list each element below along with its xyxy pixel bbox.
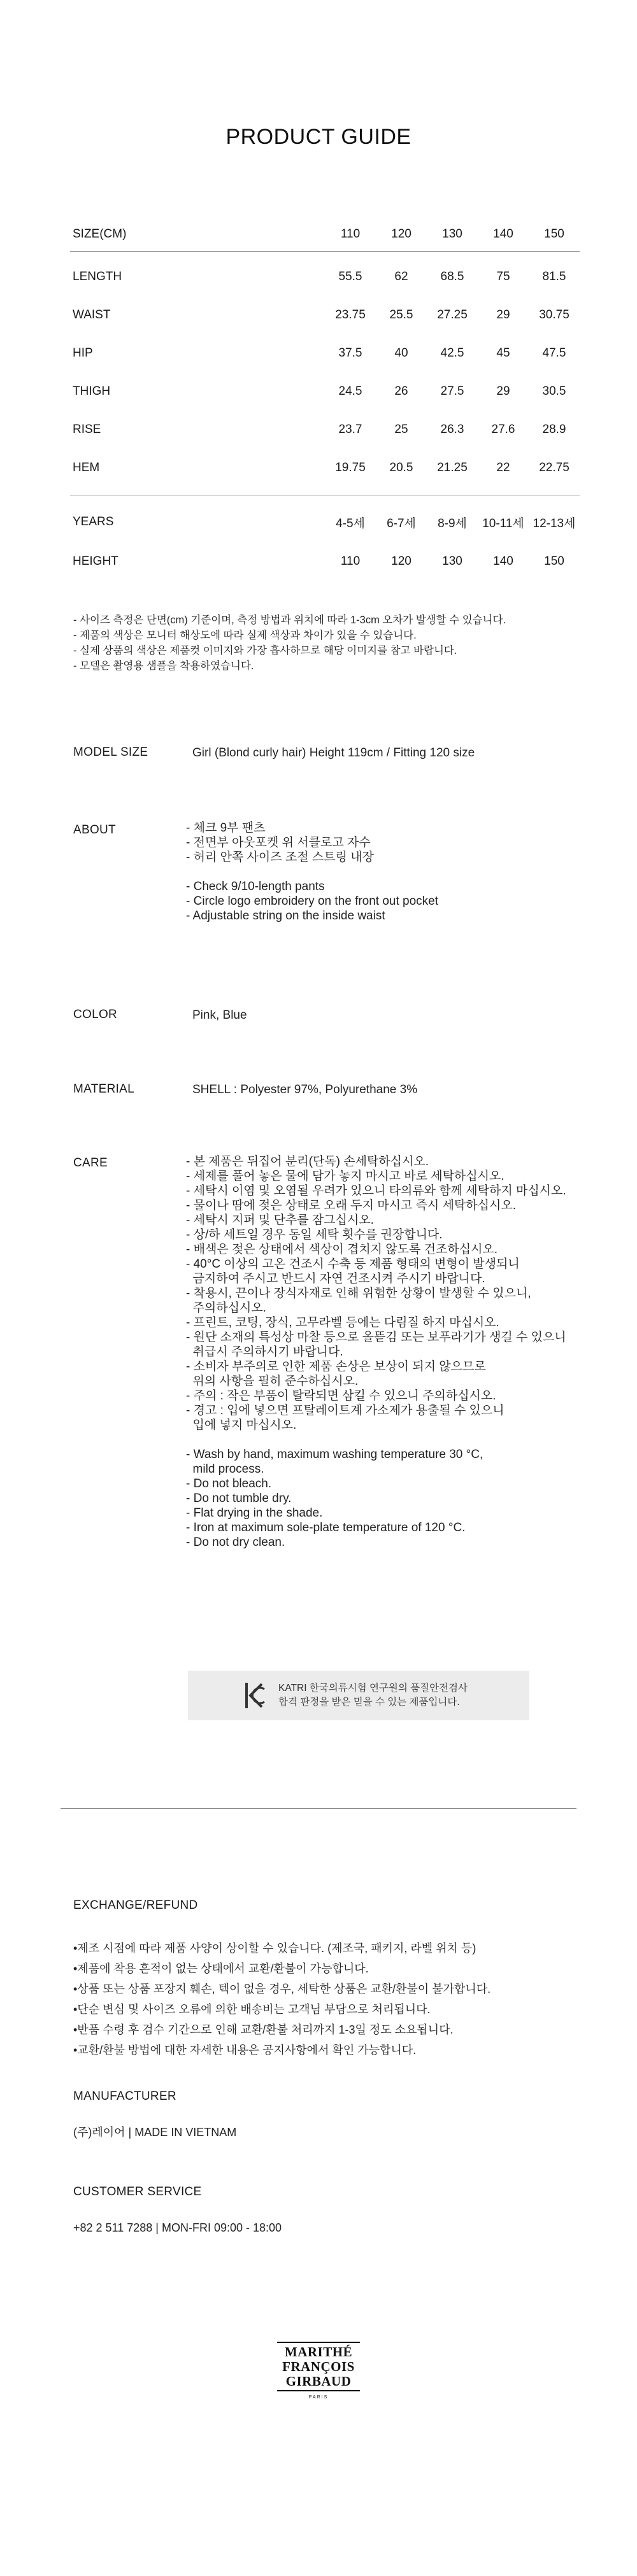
measure-cell: 28.9 [542, 423, 566, 436]
extra-label: YEARS [73, 515, 114, 528]
model-size-label: MODEL SIZE [73, 746, 148, 759]
extra-cell: 120 [391, 555, 412, 568]
color-label: COLOR [73, 1008, 118, 1021]
brand-line: PARIS [308, 2395, 329, 2400]
measure-cell: 68.5 [440, 270, 464, 283]
exchange-list [73, 1938, 490, 2060]
measure-label: HEM [73, 461, 100, 474]
exchange-label: EXCHANGE/REFUND [73, 1899, 198, 1912]
size-header-row [70, 216, 580, 252]
kc-certification-box [188, 1671, 529, 1720]
measure-cell: 62 [394, 270, 408, 283]
kc-text-line: 합격 판정을 받은 믿을 수 있는 제품입니다. [278, 1697, 460, 1708]
measure-cell: 30.5 [542, 385, 566, 398]
about-line: - 전면부 아웃포켓 위 서클로고 자수 [186, 836, 371, 849]
measure-cell: 27.6 [491, 423, 515, 436]
measure-label: LENGTH [73, 270, 122, 283]
measure-cell: 26.3 [440, 423, 464, 436]
size-col: 110 [340, 227, 361, 241]
exchange-line: •제조 시점에 따라 제품 사양이 상이할 수 있습니다. (제조국, 패키지, 라벨 위치 등) [73, 1942, 476, 1955]
kc-text-line: KATRI 한국의류시험 연구원의 품질안전검사 [278, 1683, 468, 1694]
brand-logo-icon [271, 2333, 366, 2403]
model-size-value: Girl (Blond curly hair) Height 119cm / Fitting 120 size [192, 746, 475, 760]
measure-cell: 27.5 [440, 385, 464, 398]
measure-row [70, 341, 580, 366]
customer-service-label: CUSTOMER SERVICE [73, 2185, 202, 2198]
care-body [186, 1154, 566, 1550]
size-col: 150 [544, 227, 564, 241]
care-line: - 착용시, 끈이나 장식자재로 인해 위험한 상황이 발생할 수 있으니, [186, 1287, 531, 1300]
measure-cell: 47.5 [542, 346, 566, 360]
measure-row [70, 417, 580, 442]
care-line: - Iron at maximum sole-plate temperature of 120 °C. [186, 1521, 466, 1534]
about-line: - Circle logo embroidery on the front out pocket [186, 895, 439, 908]
care-line: - 소비자 부주의로 인한 제품 손상은 보상이 되지 않으므로 [186, 1360, 486, 1373]
material-label: MATERIAL [73, 1082, 135, 1096]
extra-cell: 130 [442, 555, 462, 568]
exchange-line: •반품 수령 후 검수 기간으로 인해 교환/환불 처리까지 1-3일 정도 소요됩니다. [73, 2023, 454, 2036]
measure-row [70, 455, 580, 481]
care-line: - Do not dry clean. [186, 1536, 285, 1549]
size-col: 140 [493, 227, 513, 241]
care-line: - 본 제품은 뒤집어 분리(단독) 손세탁하십시오. [186, 1155, 429, 1168]
measure-cell: 42.5 [440, 346, 464, 360]
about-line: - 체크 9부 팬츠 [186, 821, 266, 835]
extra-cell: 110 [340, 555, 361, 568]
measure-cell: 40 [394, 346, 408, 360]
care-line: - 40°C 이상의 고온 건조시 수축 등 제품 형태의 변형이 발생되니 [186, 1257, 520, 1271]
measure-cell: 23.7 [338, 423, 362, 436]
care-line: - 주의 : 작은 부품이 탈락되면 삼킬 수 있으니 주의하십시오. [186, 1389, 496, 1403]
customer-service-value: +82 2 511 7288 | MON-FRI 09:00 - 18:00 [73, 2221, 282, 2234]
about-line: - Check 9/10-length pants [186, 880, 325, 893]
material-value: SHELL : Polyester 97%, Polyurethane 3% [192, 1083, 418, 1096]
exchange-line: •상품 또는 상품 포장지 훼손, 텍이 없을 경우, 세탁한 상품은 교환/환불이 불가합니다. [73, 1983, 491, 1995]
care-line: - Flat drying in the shade. [186, 1506, 323, 1520]
care-label: CARE [73, 1156, 108, 1170]
measure-cell: 22.75 [539, 461, 569, 474]
page-title: PRODUCT GUIDE [225, 125, 412, 149]
measure-cell: 30.75 [539, 308, 569, 322]
care-line: 입에 넣지 마십시오. [186, 1419, 297, 1432]
care-line: - 경고 : 입에 넣으면 프탈레이트계 가소제가 용출될 수 있으니 [186, 1404, 505, 1417]
care-line: 주의하십시오. [186, 1301, 266, 1315]
extra-row [70, 509, 580, 535]
table-divider [70, 495, 580, 496]
size-col: 130 [442, 227, 462, 241]
care-line: - Wash by hand, maximum washing temperature 30 °C, [186, 1448, 483, 1461]
manufacturer-label: MANUFACTURER [73, 2090, 176, 2103]
measure-cell: 21.25 [437, 461, 468, 474]
care-line: - 원단 소재의 특성상 마찰 등으로 올뜯김 또는 보푸라기가 생길 수 있으니 [186, 1331, 566, 1344]
care-line: - 배색은 젖은 상태에서 색상이 겹치지 않도록 건조하십시오. [186, 1243, 498, 1256]
measure-cell: 25.5 [389, 308, 413, 322]
measure-cell: 81.5 [542, 270, 566, 283]
note-line: - 사이즈 측정은 단면(cm) 기준이며, 측정 방법과 위치에 따라 1-3cm 오차가 발생할 수 있습니다. [73, 614, 506, 626]
exchange-line: •단순 변심 및 사이즈 오류에 의한 배송비는 고객님 부담으로 처리됩니다. [73, 2003, 431, 2016]
about-line: - Adjustable string on the inside waist [186, 909, 385, 923]
care-line: - 세탁시 지퍼 및 단추를 잠그십시오. [186, 1214, 374, 1227]
size-col: 120 [391, 227, 412, 241]
measure-label: WAIST [73, 308, 111, 322]
care-line: - 프린트, 코팅, 장식, 고무라벨 등에는 다림질 하지 마십시오. [186, 1316, 499, 1329]
care-line: 취급시 주의하시기 바랍니다. [186, 1345, 343, 1359]
exchange-line: •제품에 착용 흔적이 없는 상태에서 교환/환불이 가능합니다. [73, 1962, 369, 1975]
measure-label: RISE [73, 423, 101, 436]
measure-row [70, 302, 580, 328]
care-line: mild process. [186, 1462, 264, 1476]
care-line: - Do not tumble dry. [186, 1492, 292, 1505]
care-line: - Do not bleach. [186, 1477, 272, 1490]
measure-cell: 26 [394, 385, 408, 398]
brand-line: MARITHÉ [284, 2344, 353, 2360]
care-line: - 세탁시 이염 및 오염될 우려가 있으니 타의류와 함께 세탁하지 마십시오. [186, 1184, 566, 1198]
section-divider [61, 1808, 576, 1809]
measure-cell: 27.25 [437, 308, 468, 322]
measure-cell: 22 [496, 461, 510, 474]
care-line: - 물이나 땀에 젖은 상태로 오래 두지 마시고 즉시 세탁하십시오. [186, 1199, 516, 1212]
about-body [186, 821, 438, 923]
measure-cell: 19.75 [335, 461, 366, 474]
measure-label: HIP [73, 346, 93, 360]
measure-cell: 37.5 [338, 346, 362, 360]
measure-cell: 29 [496, 385, 510, 398]
note-line: - 실제 상품의 색상은 제품컷 이미지와 가장 흡사하므로 해당 이미지를 참고 바랍니다. [73, 645, 457, 656]
exchange-line: •교환/환불 방법에 대한 자세한 내용은 공지사항에서 확인 가능합니다. [73, 2044, 417, 2056]
care-line: 금지하여 주시고 반드시 자연 건조시켜 주시기 바랍니다. [186, 1272, 485, 1285]
color-value: Pink, Blue [192, 1008, 247, 1022]
size-notes [73, 612, 506, 674]
kc-certification-icon [244, 1680, 267, 1711]
about-line: - 허리 안쪽 사이즈 조절 스트링 내장 [186, 851, 374, 864]
extra-row [70, 549, 580, 574]
extra-cell: 4-5세 [336, 516, 365, 530]
about-label: ABOUT [73, 823, 116, 837]
extra-cell: 6-7세 [387, 516, 416, 530]
size-header-label: SIZE(CM) [73, 227, 127, 241]
extra-cell: 8-9세 [438, 516, 467, 530]
brand-line: FRANÇOIS [282, 2359, 355, 2374]
measure-row [70, 379, 580, 404]
care-line: - 상/하 세트일 경우 동일 세탁 횟수를 권장합니다. [186, 1228, 443, 1242]
extra-cell: 12-13세 [533, 516, 576, 530]
extra-label: HEIGHT [73, 555, 118, 568]
care-line: - 세제를 풀어 놓은 물에 담가 놓지 마시고 바로 세탁하십시오. [186, 1170, 505, 1183]
measure-cell: 45 [496, 346, 510, 360]
brand-line: GIRBAUD [285, 2374, 352, 2389]
measure-row [70, 264, 580, 290]
measure-cell: 75 [496, 270, 510, 283]
extra-cell: 140 [493, 555, 513, 568]
measure-cell: 24.5 [338, 385, 362, 398]
measure-cell: 29 [496, 308, 510, 322]
note-line: - 제품의 색상은 모니터 해상도에 따라 실제 색상과 차이가 있을 수 있습니다. [73, 630, 417, 641]
measure-cell: 23.75 [335, 308, 366, 322]
measure-cell: 55.5 [338, 270, 362, 283]
extra-cell: 10-11세 [482, 516, 524, 530]
manufacturer-value: (주)레이어 | MADE IN VIETNAM [73, 2126, 237, 2139]
extra-cell: 150 [544, 555, 564, 568]
measure-label: THIGH [73, 385, 111, 398]
kc-text [278, 1681, 468, 1709]
note-line: - 모델은 촬영용 샘플을 착용하였습니다. [73, 660, 254, 672]
measure-cell: 25 [394, 423, 408, 436]
care-line: 위의 사항을 필히 준수하십시오. [186, 1375, 359, 1388]
measure-cell: 20.5 [389, 461, 413, 474]
